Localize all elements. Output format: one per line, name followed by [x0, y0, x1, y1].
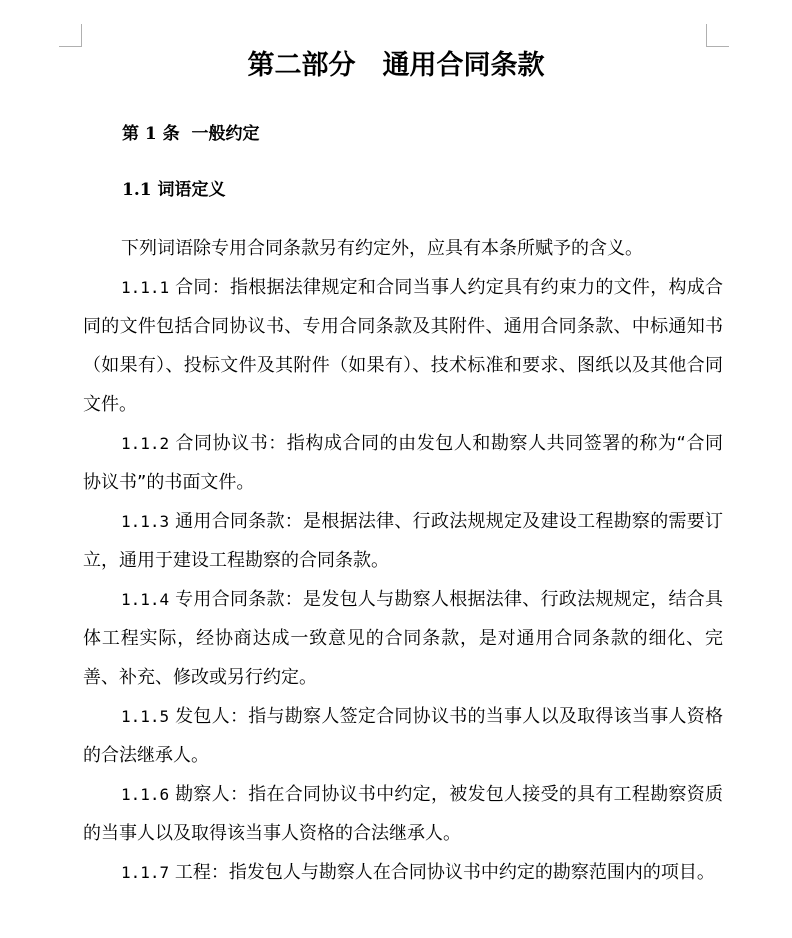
clause-text: 合同协议书：指构成合同的由发包人和勘察人共同签署的称为“合同协议书”的书面文件。 — [83, 433, 723, 493]
section-heading: 1.1 词语定义 — [122, 180, 226, 200]
clause-text: 通用合同条款：是根据法律、行政法规规定及建设工程勘察的需要订立，通用于建设工程勘察的合同条款。 — [83, 511, 723, 571]
clause-text: 勘察人：指在合同协议书中约定，被发包人接受的具有工程勘察资质的当事人以及取得该当事人资格的合法继承人。 — [83, 784, 723, 844]
clause-paragraph — [83, 502, 723, 580]
crop-mark-top-right — [706, 24, 729, 47]
intro-paragraph: 下列词语除专用合同条款另有约定外，应具有本条所赋予的含义。 — [121, 238, 643, 259]
clause-number: 1.1.3 — [121, 512, 170, 531]
clause-paragraph — [83, 268, 723, 424]
clause-number: 1.1.1 — [121, 278, 170, 297]
clause-number: 1.1.4 — [121, 590, 170, 609]
document-title: 第二部分 通用合同条款 — [247, 50, 545, 81]
document-body — [83, 229, 723, 892]
clause-text: 发包人：指与勘察人签定合同协议书的当事人以及取得该当事人资格的合法继承人。 — [83, 706, 723, 766]
clause-number: 1.1.2 — [121, 434, 170, 453]
clause-number: 1.1.5 — [121, 707, 170, 726]
crop-mark-top-left — [59, 24, 82, 47]
clause-paragraph — [83, 424, 723, 502]
article-heading: 第 1 条 一般约定 — [122, 124, 260, 144]
clause-number: 1.1.6 — [121, 785, 170, 804]
clause-text: 合同：指根据法律规定和合同当事人约定具有约束力的文件，构成合同的文件包括合同协议书、专用合同条款及其附件、通用合同条款、中标通知书（如果有）、投标文件及其附件（如果有）、技术标准和要求、图纸以及其他合同文件。 — [83, 277, 723, 415]
clause-text: 工程：指发包人与勘察人在合同协议书中约定的勘察范围内的项目。 — [169, 862, 715, 883]
clause-paragraph — [83, 697, 723, 775]
clause-number: 1.1.7 — [121, 863, 170, 882]
clause-paragraph — [83, 775, 723, 853]
clause-paragraph — [83, 580, 723, 697]
clause-text: 专用合同条款：是发包人与勘察人根据法律、行政法规规定，结合具体工程实际，经协商达成一致意见的合同条款，是对通用合同条款的细化、完善、补充、修改或另行约定。 — [83, 589, 723, 688]
clause-paragraph — [83, 853, 723, 892]
